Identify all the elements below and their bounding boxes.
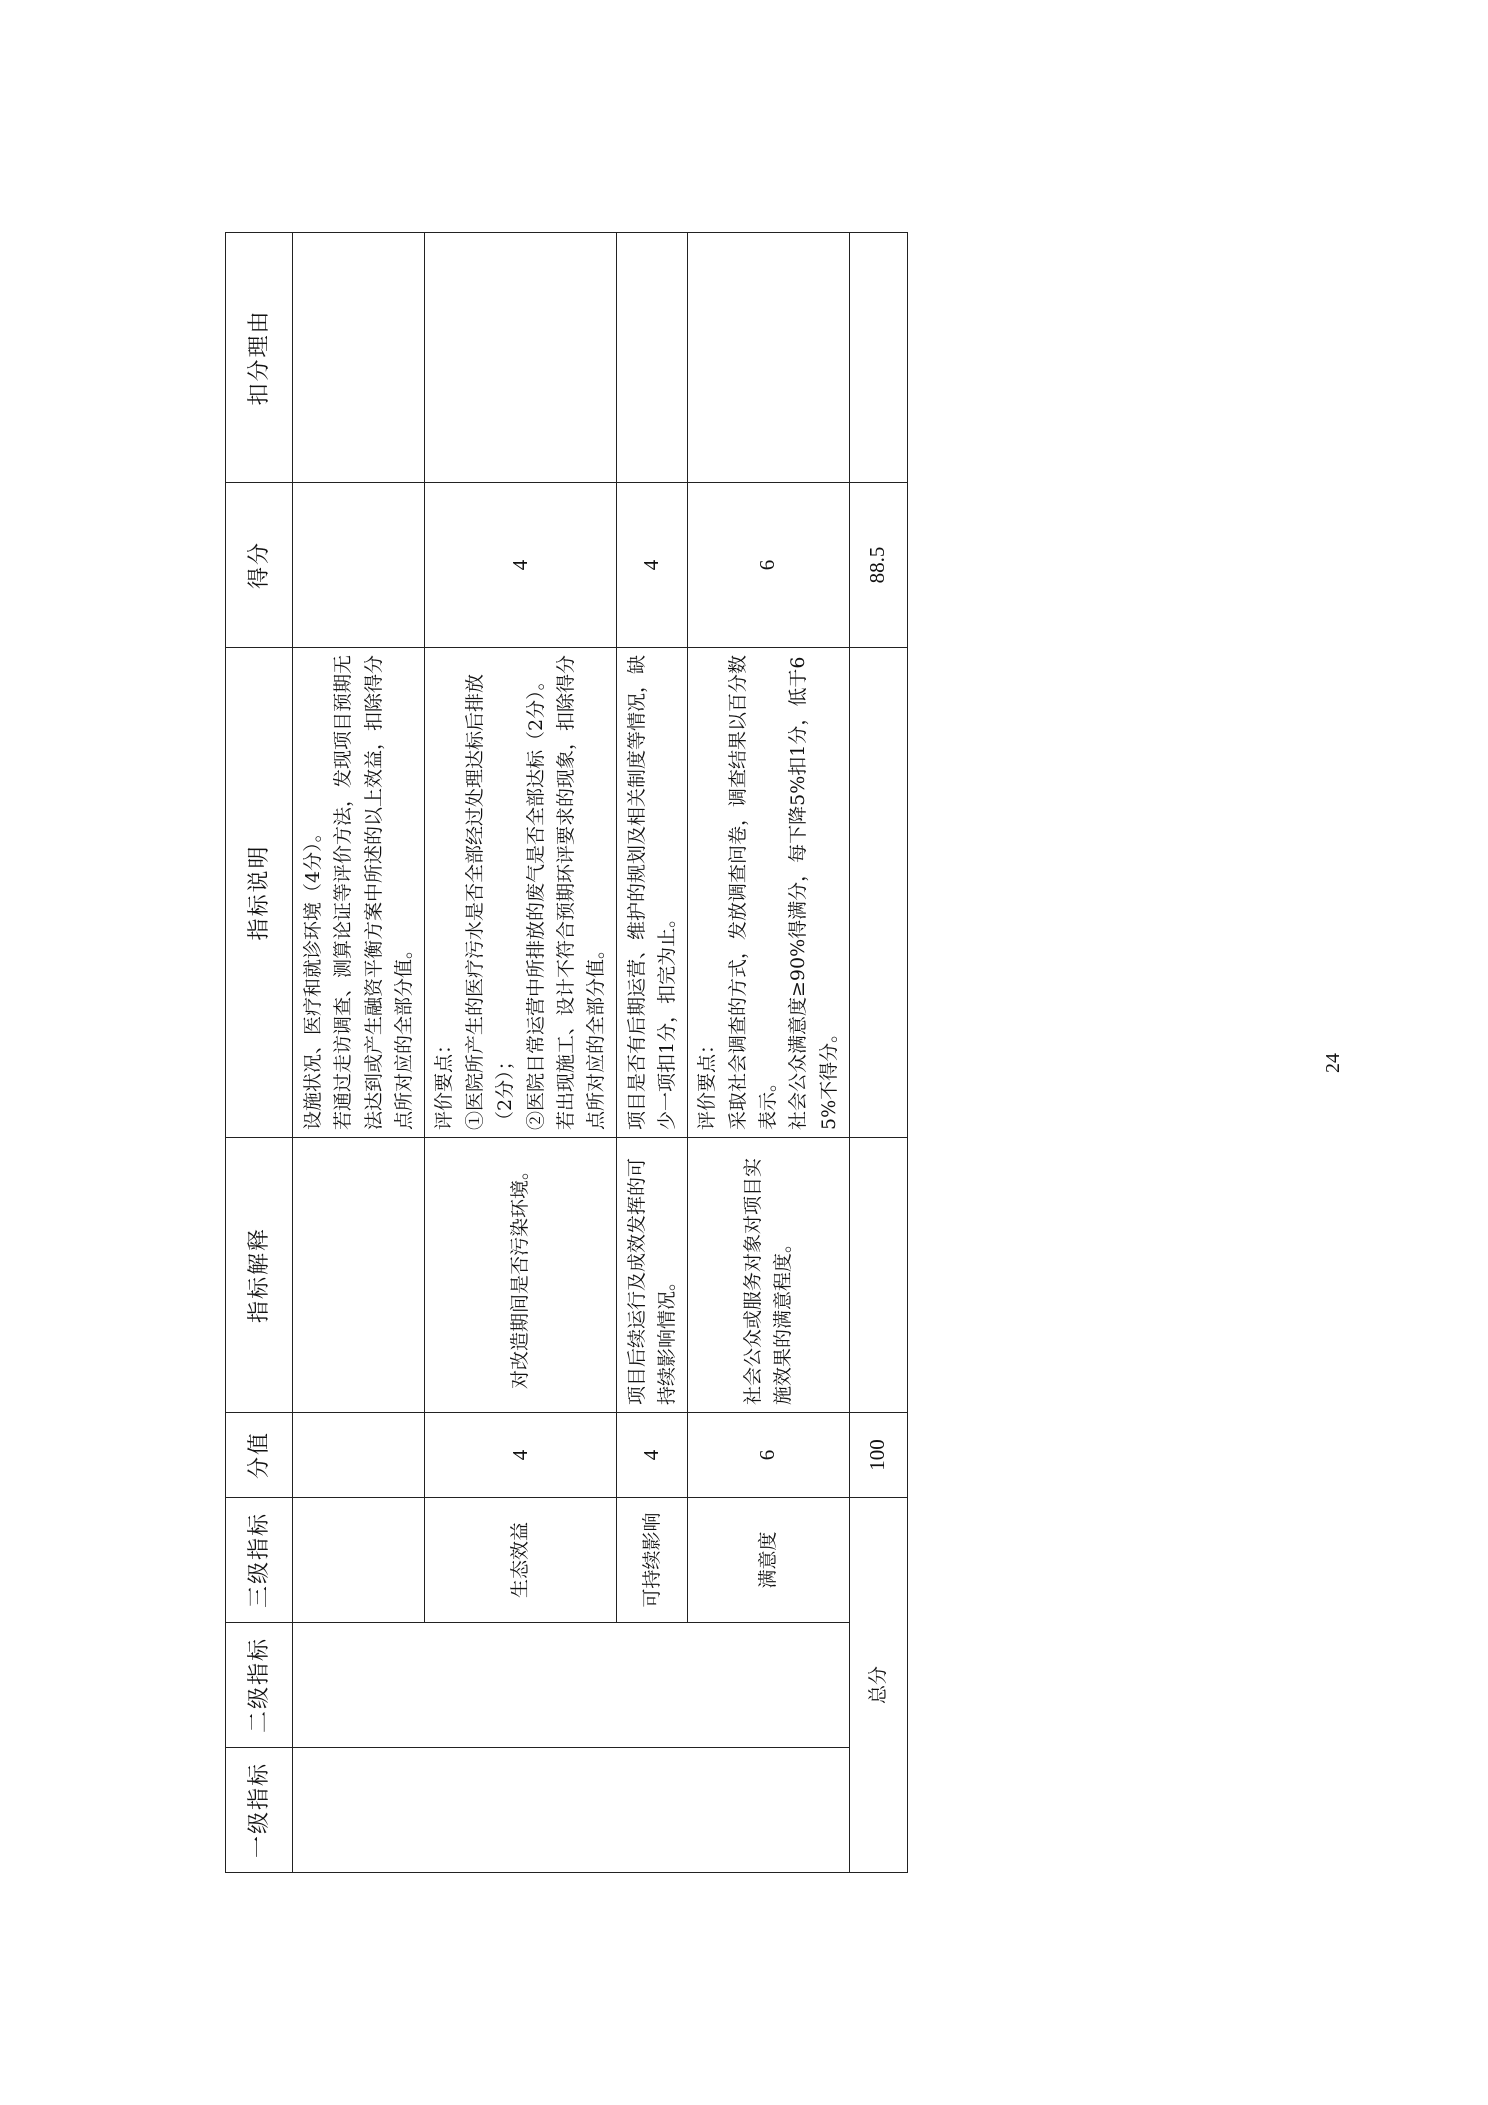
level3-cell-continued	[293, 1498, 424, 1623]
score-cell-continued	[293, 483, 424, 648]
deduction-cell-continued	[293, 233, 424, 483]
level2-cell	[293, 1623, 849, 1748]
total-score: 88.5	[849, 483, 907, 648]
header-deduction: 扣分理由	[226, 233, 293, 483]
points-cell: 4	[424, 1413, 617, 1498]
total-description-cell	[849, 648, 907, 1138]
total-deduction-cell	[849, 233, 907, 483]
definition-cell: 项目后续运行及成效发挥的可持续影响情况。	[617, 1138, 687, 1413]
definition-cell-continued	[293, 1138, 424, 1413]
total-points: 100	[849, 1413, 907, 1498]
description-cell: 评价要点： 采取社会调查的方式，发放调查问卷，调查结果以百分数表示。 社会公众满意度≥90%得满分，每下降5%扣1分，低于65%不得分。	[687, 648, 849, 1138]
score-cell: 6	[687, 483, 849, 648]
level3-cell: 可持续影响	[617, 1498, 687, 1623]
deduction-cell	[687, 233, 849, 483]
level3-cell: 满意度	[687, 1498, 849, 1623]
deduction-cell	[424, 233, 617, 483]
header-level3: 三级指标	[226, 1498, 293, 1623]
header-points: 分值	[226, 1413, 293, 1498]
level1-cell	[293, 1748, 849, 1873]
header-level1: 一级指标	[226, 1748, 293, 1873]
header-definition: 指标解释	[226, 1138, 293, 1413]
page-number: 24	[1322, 1053, 1344, 1073]
rotated-table-wrapper	[225, 233, 908, 1873]
level3-cell: 生态效益	[424, 1498, 617, 1623]
deduction-cell	[617, 233, 687, 483]
header-level2: 二级指标	[226, 1623, 293, 1748]
description-cell: 项目是否有后期运营、维护的规划及相关制度等情况，缺少一项扣1分，扣完为止。	[617, 648, 687, 1138]
score-cell: 4	[424, 483, 617, 648]
evaluation-table	[225, 232, 908, 1873]
score-cell: 4	[617, 483, 687, 648]
description-cell-continued: 设施状况、医疗和就诊环境（4分）。 若通过走访调查、测算论证等评价方法，发现项目预期无法达到或产生融资平衡方案中所述的以上效益，扣除得分点所对应的全部分值。	[293, 648, 424, 1138]
points-cell-continued	[293, 1413, 424, 1498]
header-description: 指标说明	[226, 648, 293, 1138]
total-definition-cell	[849, 1138, 907, 1413]
total-label: 总分	[849, 1498, 907, 1873]
description-cell: 评价要点： ①医院所产生的医疗污水是否全部经过处理达标后排放（2分）； ②医院日常运营中所排放的废气是否全部达标（2分）。若出现施工、设计不符合预期环评要求的现象，扣除得分点所对应的全部分值。	[424, 648, 617, 1138]
table-row-continued	[293, 233, 424, 1873]
points-cell: 6	[687, 1413, 849, 1498]
header-score: 得分	[226, 483, 293, 648]
definition-cell: 对改造期间是否污染环境。	[424, 1138, 617, 1413]
points-cell: 4	[617, 1413, 687, 1498]
header-row	[226, 233, 293, 1873]
definition-cell: 社会公众或服务对象对项目实施效果的满意程度。	[687, 1138, 849, 1413]
total-row	[849, 233, 907, 1873]
